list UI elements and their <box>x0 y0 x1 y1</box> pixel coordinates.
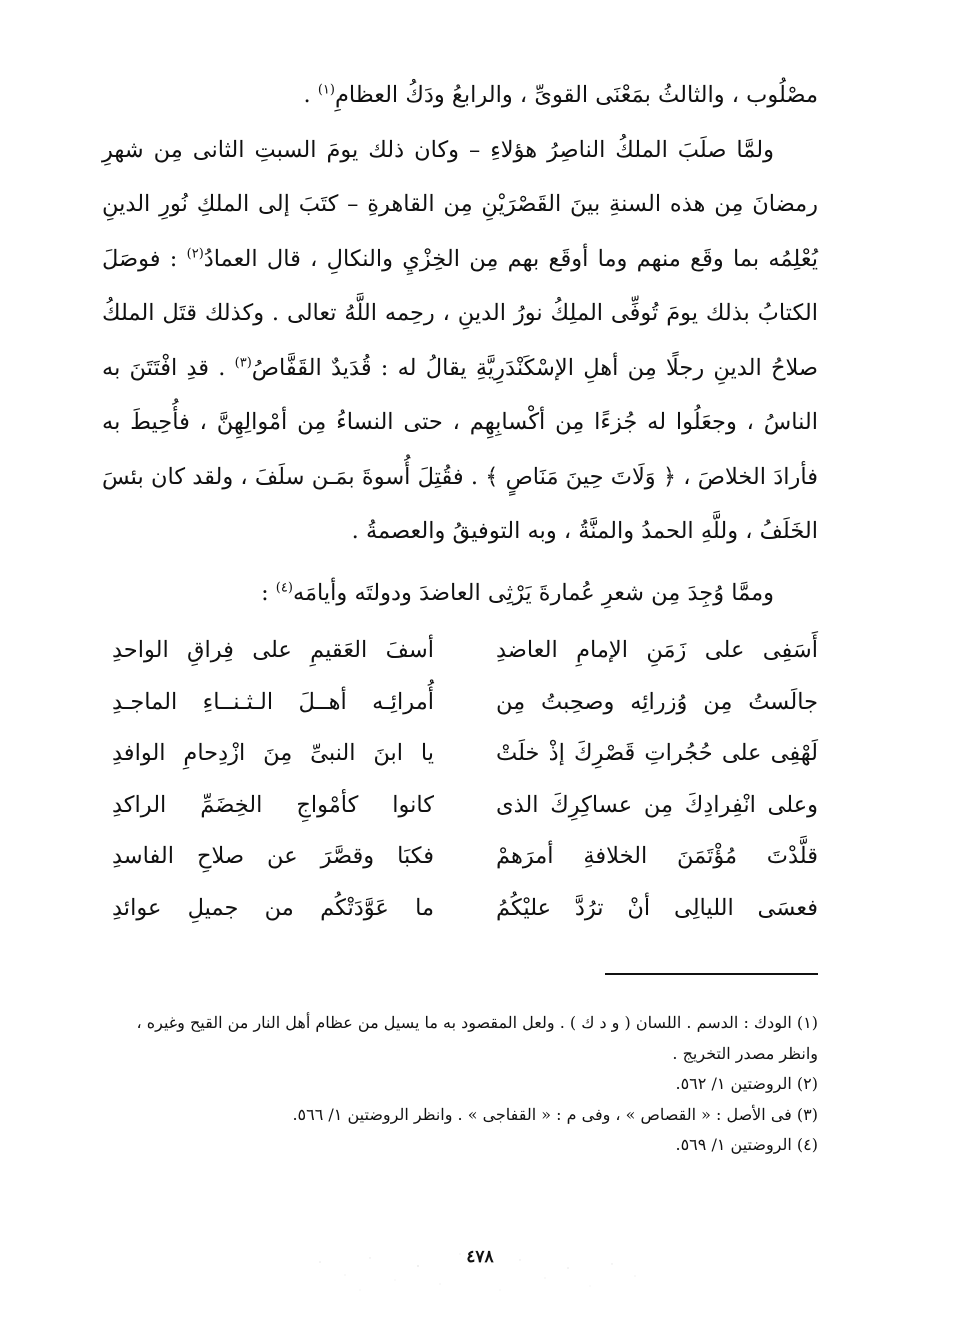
footnote-ref-3: (٣) <box>234 355 252 370</box>
verse-second-hemistich: كانوا كأمْواجِ الخِضَمِّ الراكدِ <box>112 791 434 818</box>
verse-second-hemistich: يا ابنَ النبىِّ مِنَ ازْدِحامِ الوافدِ <box>112 740 434 766</box>
verse <box>112 728 818 780</box>
poem-intro-colon: : <box>261 580 276 606</box>
verse-second-hemistich: فكبَا وقصَّرَ عن صلاحِ الفاسدِ <box>112 843 434 869</box>
verse-first-hemistich: جالَستُ مِن وُزرائِه وصحِبتُ مِن <box>496 688 818 715</box>
verse <box>112 883 818 935</box>
footnote-ref-2: (٢) <box>186 246 204 261</box>
poem <box>112 625 818 934</box>
verse-second-hemistich: ما عَوَّدَتْكُم من جميلِ عوائدِ <box>112 894 434 921</box>
main-text <box>102 68 818 559</box>
verse-second-hemistich: أسفَ العَقيمِ على فِراقِ الواحدِ <box>112 637 434 663</box>
footnote-1: (١) الودك : الدسم . اللسان ( و د ك ) . ولعل المقصود به ما يسيل من عظام أهل النار من القيح وغيره ، وانظر مصدر التخريج . <box>136 1013 818 1063</box>
verse <box>112 677 818 729</box>
verse-first-hemistich: وعلى انْفِرادِكَ مِن عساكِرِكَ الذى <box>496 791 818 818</box>
footnote-3: (٣) فى الأصل : « القصاص » ، وفى م : « القفاجى » . وانظر الروضتين ١/ ٥٦٦. <box>292 1104 818 1124</box>
verse-first-hemistich: فعسَى الليالِى أنْ ترُدَّ عليْكُمُ <box>496 894 818 921</box>
paragraph-2-text-a: ولمَّا صلَبَ الملكُ الناصِرُ هؤلاءِ – وكان ذلك يومَ السبتِ الثانى مِن شهرِ رمضانَ مِن هذه السنةِ بينَ القَصْرَيْنِ مِن القاهرةِ – كتَبَ إلى الملكِ نُورِ الدينِ يُعْلِمُه بما وقَع منهم وما أوقَع بهم مِن الخِزْيِ والنكالِ ، قال العمادُ <box>102 136 818 272</box>
verse-first-hemistich: قلَّدْتَ مُؤْتَمَنَ الخلافةِ أمرَهمْ <box>496 843 818 869</box>
footnote-ref-4: (٤) <box>275 580 293 596</box>
paragraph-1-text: مصْلُوب ، والثالثُ بمَعْنَى القوىِّ ، والرابعُ ودَكُ العظامِ <box>334 82 818 108</box>
poem-intro-text: وممَّا وُجِدَ مِن شعرِ عُمارةَ يَرْثِى العاضدَ ودولتَه وأيامَه <box>292 580 774 606</box>
page-number: ٤٧٨ <box>466 1247 494 1267</box>
verse-first-hemistich: لَهْفِى على حُجُراتِ قَصْرِكَ إذْ خلَتْ <box>496 740 818 766</box>
footnote-separator <box>605 973 818 975</box>
paragraph-2-text-b: : فوصَلَ الكتابُ بذلك يومَ تُوفِّى الملِكُ نورُ الدينِ ، رحِمه اللَّهُ تعالى . وكذلك قتَل الملكُ صلاحُ الدينِ رجلًا مِن أهلِ الإسْكَنْدَرِيَّةِ يقالُ له : قُدَيدٌ القَفَّاصُ <box>102 245 818 381</box>
paragraph-1 <box>102 68 818 123</box>
footnote-4: (٤) الروضتين ١/ ٥٦٩. <box>675 1135 818 1154</box>
paragraph-1-end: . <box>303 82 318 108</box>
footnotes <box>102 1008 818 1161</box>
verse <box>112 780 818 832</box>
verse-second-hemistich: أُمرائِـه أهــلَ الـثـنــاءِ الماجـدِ <box>112 688 434 715</box>
footnote-ref-1: (١) <box>317 82 335 98</box>
verse-first-hemistich: أَسَفِى على زَمَنِ الإمامِ العاضدِ <box>496 637 818 663</box>
verse <box>112 831 818 883</box>
footnote-2: (٢) الروضتين ١/ ٥٦٢. <box>675 1074 818 1093</box>
verse <box>112 625 818 677</box>
paragraph-2 <box>102 123 818 559</box>
paragraph-2-text-c: . قدِ افْتَتَنَ به الناسُ ، وجعَلُوا له جُزءًا مِن أكْسابِهِم ، حتى النساءُ مِن أمْوالِهِنَّ ، فأُحِيطَ به فأرادَ الخلاصَ ، ﴿ وَلَاتَ حِينَ مَنَاصٍ ﴾ . فقُتِلَ أُسوةَ بمَـن سلَفَ ، ولقد كان بئسَ الخَلَفُ ، وللَّهِ الحمدُ والمنَّةُ ، وبه التوفيقُ والعصمةُ . <box>102 354 818 544</box>
poem-introduction <box>102 566 818 621</box>
